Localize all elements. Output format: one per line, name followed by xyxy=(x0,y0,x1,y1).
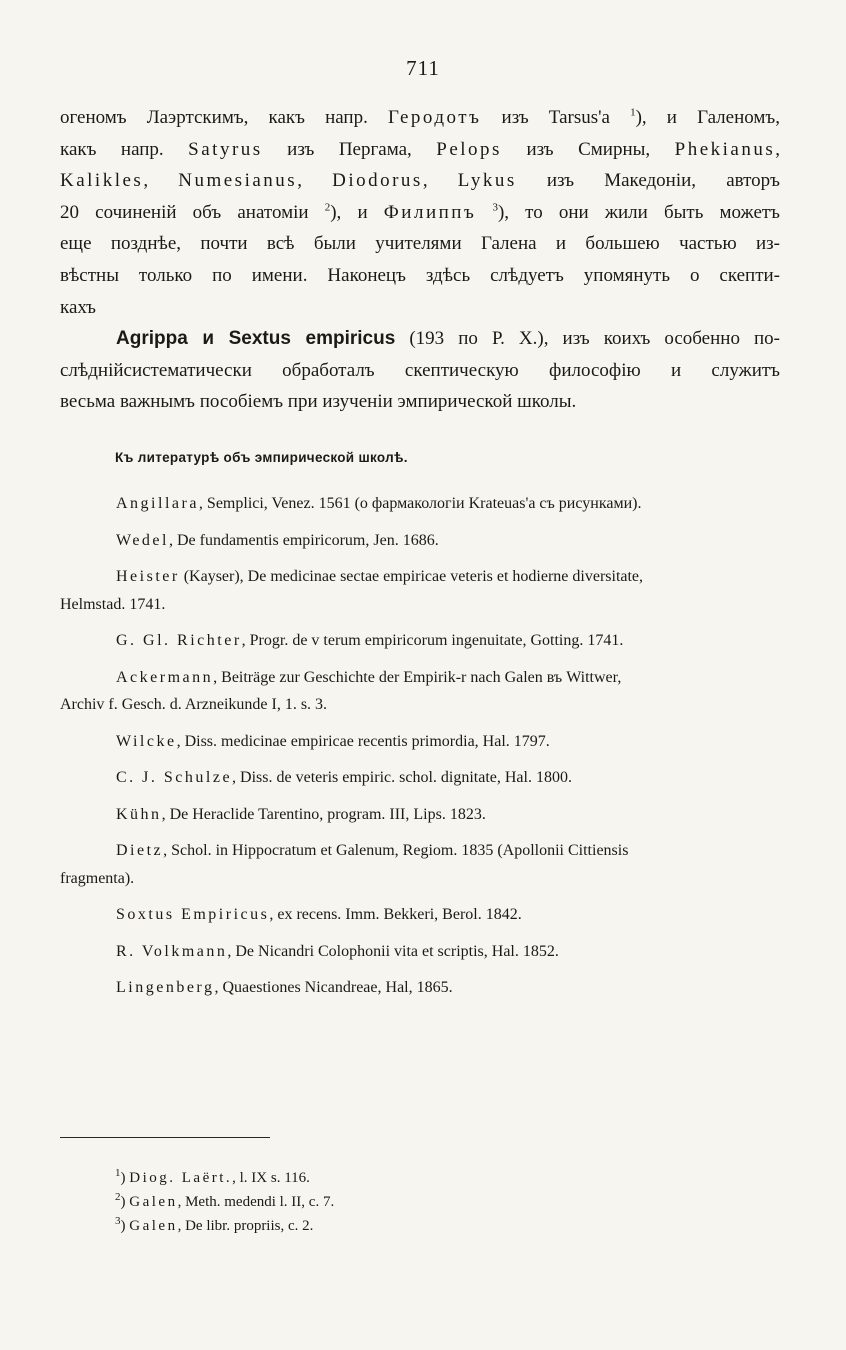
footnote-ref: 2 xyxy=(324,201,331,214)
paragraph-line: 20 сочиненій объ анатоміи $^2$), и Филиппъ $^3$), то они жили быть можетъ xyxy=(60,201,780,223)
paragraph-line: еще позднѣе, почти всѣ были учителями Галена и большею частью из- xyxy=(60,233,780,255)
main-text xyxy=(60,102,780,418)
reference-item: Dietz, Schol. in Hippocratum et Galenum, Regiom. 1835 (Apollonii Cittiensis fragmenta). xyxy=(60,842,629,887)
footnote-ref: 3 xyxy=(492,201,498,214)
reference-item: R. Volkmann, De Nicandri Colophonii vita et scriptis, Hal. 1852. xyxy=(116,942,559,960)
reference-item: C. J. Schulze, Diss. de veteris empiric. schol. dignitate, Hal. 1800. xyxy=(116,769,572,786)
reference-item: G. Gl. Richter, Progr. de v terum empiricorum ingenuitate, Gotting. 1741. xyxy=(116,632,624,649)
footnotes xyxy=(115,1166,715,1238)
reference-item: Ackermann, Beiträge zur Geschichte der Empirik-r nach Galen въ Wittwer, Archiv f. Gesch. d. Arzneikunde I, 1. s. 3. xyxy=(60,668,622,713)
footnote: $^3$) Galen, De libr. propriis, c. 2. xyxy=(115,1215,314,1234)
paragraph-line: Kalikles, Numesianus, Diodorus, Lykus изъ Македоніи, авторъ xyxy=(60,170,781,192)
reference-item: Lingenberg, Quaestiones Nicandreae, Hal, 1865. xyxy=(116,979,453,996)
literature-heading: Къ литературѣ объ эмпирической школѣ. xyxy=(115,450,408,465)
paragraph-line: весьма важнымъ пособіемъ при изученіи эмпирической школы. xyxy=(60,391,577,413)
reference-item: Kühn, De Heraclide Tarentino, program. III, Lips. 1823. xyxy=(116,805,486,823)
paragraph-line: слѣднійсистематически обработалъ скептическую философію и служитъ xyxy=(60,359,780,381)
footnote-divider xyxy=(60,1137,270,1138)
literature-list xyxy=(60,490,778,1002)
reference-item: Wilcke, Diss. medicinae empiricae recentis primordia, Hal. 1797. xyxy=(116,732,550,750)
paragraph-line: кахъ xyxy=(60,296,96,318)
reference-item: Soxtus Empiricus, ex recens. Imm. Bekkeri, Berol. 1842. xyxy=(116,906,522,923)
paragraph-line: вѣстны только по имени. Наконецъ здѣсь слѣдуетъ упомянуть о скепти- xyxy=(60,264,780,286)
reference-item: Angillara, Semplici, Venez. 1561 (о фармакологіи Krateuas'а съ рисунками). xyxy=(116,495,642,512)
paragraph-line: Agrippa и Sextus empiricus (193 по Р. Х.), изъ коихъ особенно по- xyxy=(116,328,780,350)
reference-item: Wedel, De fundamentis empiricorum, Jen. 1686. xyxy=(116,531,439,549)
footnote-ref: 1 xyxy=(630,106,636,119)
page-number: 711 xyxy=(406,56,440,80)
reference-item: Heister (Kayser), De medicinae sectae empiricae veteris et hodierne diversitate, Helmstad. 1741. xyxy=(60,568,644,613)
footnote: $^2$) Galen, Meth. medendi l. II, c. 7. xyxy=(115,1191,335,1210)
paragraph-line: огеномъ Лаэртскимъ, какъ напр. Геродотъ изъ Tarsus'а $^1$), и Галеномъ, xyxy=(60,106,780,128)
footnote: $^1$) Diog. Laërt., l. IX s. 116. xyxy=(115,1167,310,1186)
paragraph-line: какъ напр. Satyrus изъ Пергама, Pelops изъ Смирны, Phekianus, xyxy=(60,138,780,160)
